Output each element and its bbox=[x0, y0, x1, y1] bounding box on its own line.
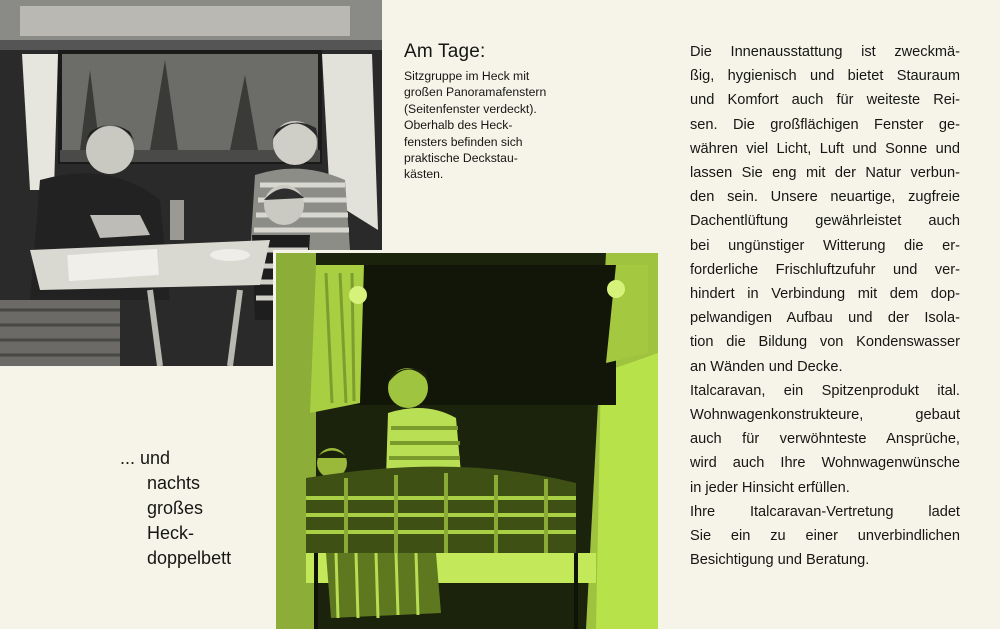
caption-night-line: nachts bbox=[147, 473, 201, 493]
caption-night-line: großes bbox=[147, 498, 204, 518]
body-copy-line: und Komfort auch für weiteste Rei- bbox=[690, 92, 960, 109]
body-copy-line: Dachentlüftung gewährleistet auch bbox=[690, 213, 960, 230]
body-copy-line: Italcaravan, ein Spitzenprodukt ital. bbox=[690, 382, 960, 399]
caption-day-line: (Seitenfenster verdeckt). bbox=[404, 101, 537, 116]
body-copy-line: währen viel Licht, Luft und Sonne und bbox=[690, 140, 960, 157]
body-copy bbox=[690, 40, 960, 572]
caption-day-line: Oberhalb des Heck- bbox=[404, 118, 513, 133]
caption-day-line: kästen. bbox=[404, 167, 444, 182]
body-copy-line: Ihre Italcaravan-Vertretung ladet bbox=[690, 503, 960, 520]
caption-night-line: doppelbett bbox=[147, 548, 232, 568]
body-copy-line: Besichtigung und Beratung. bbox=[690, 552, 870, 569]
photo-night-double-bed bbox=[273, 250, 658, 629]
body-copy-line: lassen Sie eng mit der Natur verbun- bbox=[690, 165, 960, 182]
caption-night-line: Heck- bbox=[147, 523, 195, 543]
body-copy-line: in jeder Hinsicht erfüllen. bbox=[690, 479, 850, 496]
caption-night-line: ... und bbox=[120, 448, 171, 468]
caption-night bbox=[120, 446, 270, 571]
body-copy-line: bei ungünstiger Witterung die er- bbox=[690, 237, 960, 254]
body-copy-line: tion die Bildung von Kondenswasser bbox=[690, 334, 960, 351]
body-copy-line: an Wänden und Decke. bbox=[690, 358, 843, 375]
caption-day-text bbox=[404, 68, 594, 183]
photo-night-illustration bbox=[276, 253, 658, 629]
body-copy-line: Wohnwagenkonstrukteure, gebaut bbox=[690, 407, 960, 424]
caption-day-line: fensters befinden sich bbox=[404, 134, 523, 149]
body-copy-line: Die Innenausstattung ist zweckmä- bbox=[690, 44, 960, 60]
caption-day-line: praktische Deckstau- bbox=[404, 151, 518, 166]
body-copy-line: pelwandigen Aufbau und der Isola- bbox=[690, 310, 960, 327]
body-copy-line: auch für verwöhnteste Ansprüche, bbox=[690, 431, 960, 448]
body-copy-line: den sein. Unsere neuartige, zugfreie bbox=[690, 189, 960, 206]
caption-day-line: Sitzgruppe im Heck mit bbox=[404, 69, 530, 83]
body-copy-line: forderliche Frischluftzufuhr und ver- bbox=[690, 261, 960, 278]
caption-day-heading: Am Tage: bbox=[404, 41, 486, 62]
caption-day bbox=[404, 40, 594, 183]
body-copy-line: hindert in Verbindung mit dem dop- bbox=[690, 286, 960, 303]
caption-day-line: großen Panoramafenstern bbox=[404, 85, 547, 100]
body-copy-line: Sie ein zu einer unverbindlichen bbox=[690, 528, 960, 545]
body-copy-line: sen. Die großflächigen Fenster ge- bbox=[690, 116, 960, 133]
body-copy-line: ßig, hygienisch und bietet Stauraum bbox=[690, 68, 960, 85]
body-copy-line: wird auch Ihre Wohnwagenwünsche bbox=[690, 455, 960, 472]
